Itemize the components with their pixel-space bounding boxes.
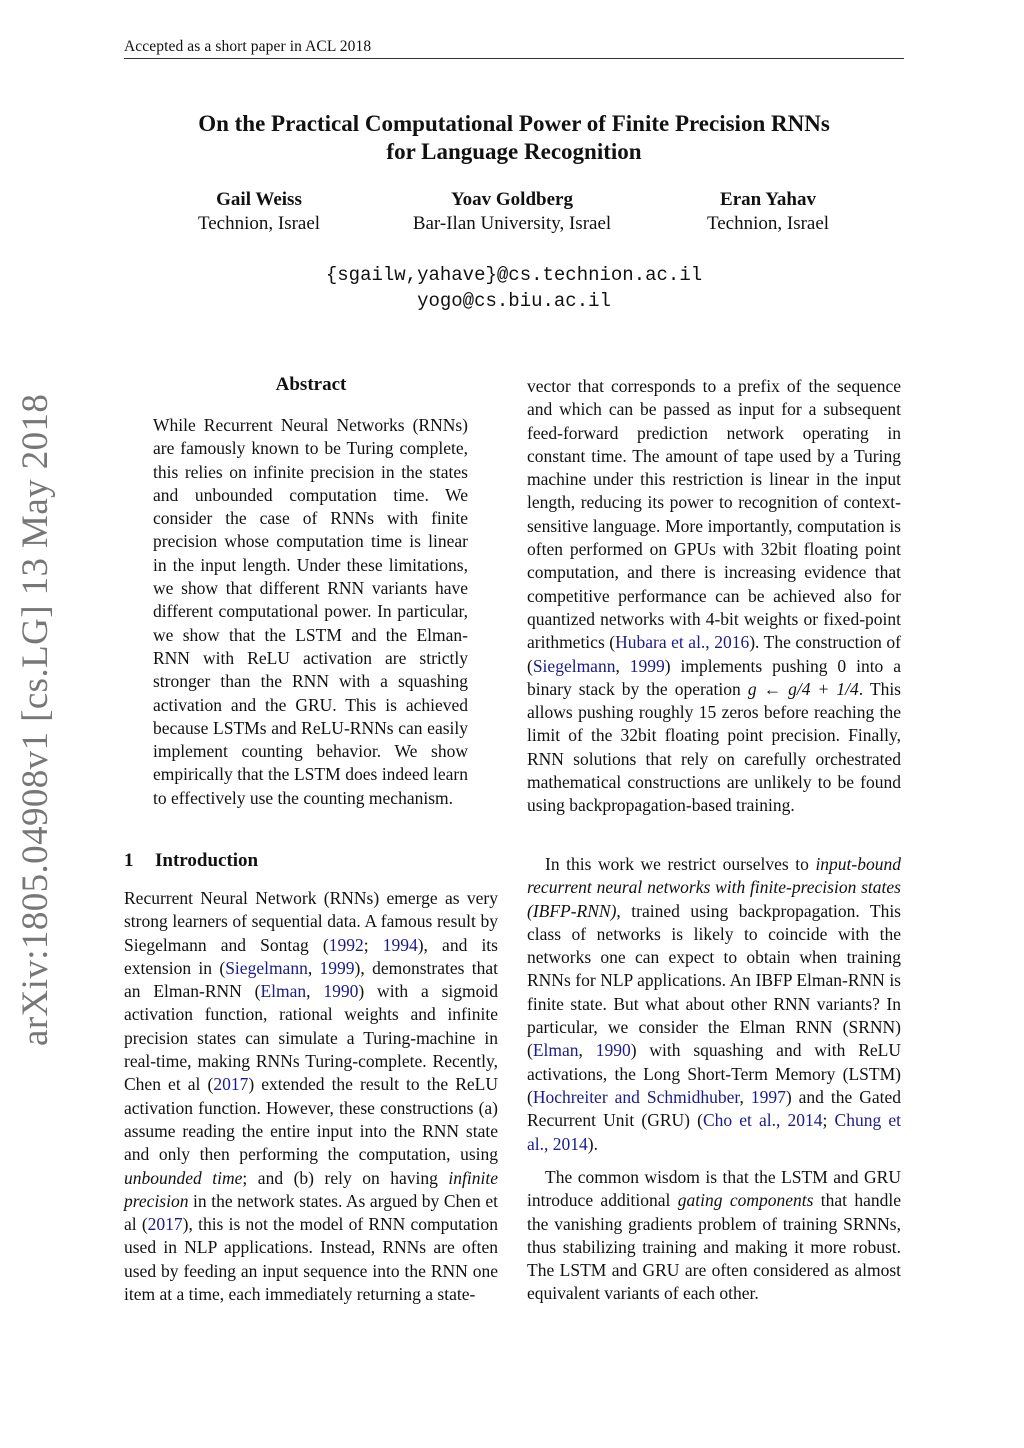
author-emails [124, 262, 904, 314]
citation-link[interactable]: 2017 [213, 1074, 249, 1095]
right-paragraph-3: The common wisdom is that the LSTM and GRU introduce additional gating components that handle the vanishing gradients problem of training SRNNs, thus stabilizing training and making it more robust. The LSTM and GRU are often considered as almost equivalent variants of each other. [527, 1167, 902, 1304]
right-paragraph-1: vector that corresponds to a prefix of the sequence and which can be passed as input for a subsequent feed-forward prediction network operating in constant time. The amount of tape used by a Turing machine under this restriction is linear in the input length, reducing its power to recognition of context-sensitive language. More importantly, computation is often performed on GPUs with 32bit floating point computation, and there is increasing evidence that competitive performance can be achieved also for quantized networks with 4-bit weights or fixed-point arithmetics (Hubara et al., 2016). The construction of (Siegelmann, 1999) implements pushing 0 into a binary stack by the operation g ← g/4 + 1/4. This allows pushing roughly 15 zeros before reaching the limit of the 32bit floating point precision. Finally, RNN solutions that rely on carefully orchestrated mathematical constructions are unlikely to be found using backpropagation-based training. [527, 376, 901, 816]
email-line-1[interactable]: {sgailw,yahave}@cs.technion.ac.il [325, 264, 703, 286]
citation-link[interactable]: Siegelmann [532, 655, 616, 676]
email-line-2[interactable]: yogo@cs.biu.ac.il [417, 290, 611, 312]
section-heading-introduction [124, 850, 258, 872]
citation-link[interactable]: Hubara et al., 2016 [615, 632, 750, 653]
citation-link[interactable]: 2017 [147, 1214, 183, 1235]
emphasis: unbounded time [124, 1167, 243, 1188]
author-affiliation: Technion, Israel [197, 213, 321, 234]
math-expression: g ← g/4 + 1/4 [747, 678, 859, 699]
title-line-2: for Language Recognition [386, 139, 642, 164]
header-rule [124, 58, 904, 59]
citation-link[interactable]: 1999 [629, 655, 665, 676]
abstract-heading: Abstract [275, 374, 347, 395]
section-number: 1 [124, 850, 134, 871]
citation-link[interactable]: Siegelmann [225, 957, 308, 978]
citation-link[interactable]: Elman [260, 981, 307, 1002]
right-paragraph-2: In this work we restrict ourselves to input-bound recurrent neural networks with finite-precision states (IBFP-RNN), trained using backpropagation. This class of networks is likely to coincide with the networks one can expect to obtain when training RNNs for NLP applications. An IBFP Elman-RNN is finite state. But what about other RNN variants? In particular, we consider the Elman RNN (SRNN) (Elman, 1990) with squashing and with ReLU activations, the Long Short-Term Memory (LSTM) (Hochreiter and Schmidhuber, 1997) and the Gated Recurrent Unit (GRU) (Cho et al., 2014; Chung et al., 2014). [527, 854, 902, 1154]
header-note: Accepted as a short paper in ACL 2018 [124, 38, 372, 55]
author-name: Gail Weiss [216, 189, 302, 210]
citation-link[interactable]: 1992 [328, 934, 364, 955]
title-line-1: On the Practical Computational Power of Finite Precision RNNs [198, 111, 830, 136]
citation-link[interactable]: 1997 [750, 1086, 786, 1107]
author-affiliation: Technion, Israel [706, 213, 830, 234]
author-2 [382, 188, 642, 236]
citation-link[interactable]: Elman [532, 1040, 579, 1061]
author-name: Yoav Goldberg [451, 189, 573, 210]
author-3 [638, 188, 898, 236]
emphasis: gating components [677, 1190, 814, 1211]
emphasis: input-bound recurrent neural networks with finite-precision states (IBFP-RNN) [527, 854, 901, 921]
author-affiliation: Bar-Ilan University, Israel [412, 213, 612, 234]
author-1 [129, 188, 389, 236]
citation-link[interactable]: 1990 [595, 1040, 631, 1061]
citation-link[interactable]: 1994 [382, 934, 418, 955]
citation-link[interactable]: Chung et al., 2014 [527, 1110, 901, 1154]
citation-link[interactable]: 1990 [323, 981, 359, 1002]
author-block [124, 188, 904, 240]
emphasis: infinite precision [124, 1167, 498, 1211]
paper-title [124, 110, 904, 166]
arxiv-identifier: arXiv:1805.04908v1 [cs.LG] 13 May 2018 [15, 393, 56, 1046]
citation-link[interactable]: Cho et al., 2014 [702, 1110, 823, 1131]
citation-link[interactable]: 1999 [319, 957, 355, 978]
intro-paragraph: Recurrent Neural Network (RNNs) emerge as very strong learners of sequential data. A famous result by Siegelmann and Sontag (1992; 1994), and its extension in (Siegelmann, 1999), demonstrates that an Elman-RNN (Elman, 1990) with a sigmoid activation function, rational weights and infinite precision states can simulate a Turing-machine in real-time, making RNNs Turing-complete. Recently, Chen et al (2017) extended the result to the ReLU activation function. However, these constructions (a) assume reading the entire input into the RNN state and only then performing the computation, using unbounded time; and (b) rely on having infinite precision in the network states. As argued by Chen et al (2017), this is not the model of RNN computation used in NLP applications. Instead, RNNs are often used by feeding an input sequence into the RNN one item at a time, each immediately returning a state- [124, 888, 499, 1305]
section-title: Introduction [155, 850, 259, 871]
citation-link[interactable]: Hochreiter and Schmidhuber [532, 1086, 740, 1107]
author-name: Eran Yahav [720, 189, 816, 210]
abstract-text: While Recurrent Neural Networks (RNNs) are famously known to be Turing complete, this relies on infinite precision in the states and unbounded computation time. We consider the case of RNNs with finite precision whose computation time is linear in the input length. Under these limitations, we show that different RNN variants have different computational power. In particular, we show that the LSTM and the Elman-RNN with ReLU activation are strictly stronger than the RNN with a squashing activation and the GRU. This is achieved because LSTMs and ReLU-RNNs can easily implement counting behavior. We show empirically that the LSTM does indeed learn to effectively use the counting mechanism. [153, 415, 468, 808]
